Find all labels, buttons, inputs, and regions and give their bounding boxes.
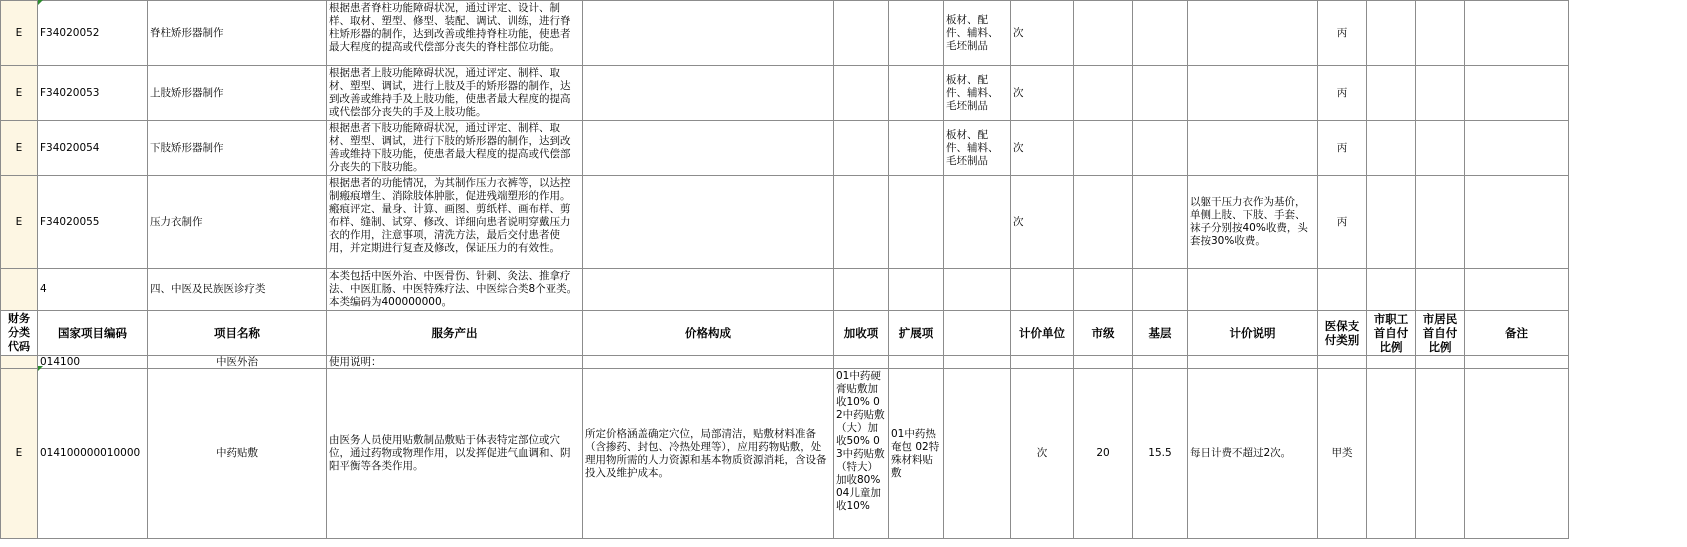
empty-cell[interactable]	[1074, 356, 1133, 369]
header-unit[interactable]: 计价单位	[1011, 311, 1074, 356]
price-cell[interactable]	[583, 121, 834, 176]
remark-cell[interactable]	[1465, 66, 1569, 121]
remark-cell[interactable]	[1465, 121, 1569, 176]
city-price-cell[interactable]	[1074, 121, 1133, 176]
service-cell[interactable]: 由医务人员使用贴敷制品敷贴于体表特定部位或穴位，通过药物或物理作用，以发挥促进气血调和、阴阳平衡等各类作用。	[327, 369, 583, 539]
service-cell[interactable]: 根据患者下肢功能障碍状况，通过评定、制样、取材、塑型、调试，进行下肢的矫形器的制作，达到改善或维持下肢功能，使患者最大程度的提高或代偿部分丧失的下肢功能。	[327, 121, 583, 176]
name-cell[interactable]: 脊柱矫形器制作	[148, 1, 327, 66]
header-category[interactable]: 财务分类代码	[1, 311, 38, 356]
empty-cell[interactable]	[889, 356, 944, 369]
subcategory-row[interactable]	[1, 356, 1569, 369]
price-cell[interactable]	[583, 66, 834, 121]
table-row[interactable]	[1, 121, 1569, 176]
employee-ratio-cell[interactable]	[1367, 1, 1416, 66]
code-cell[interactable]: F34020052	[38, 1, 148, 66]
name-cell[interactable]: 下肢矫形器制作	[148, 121, 327, 176]
header-code[interactable]: 国家项目编码	[38, 311, 148, 356]
surcharge-cell[interactable]	[834, 121, 889, 176]
empty-cell[interactable]	[1367, 269, 1416, 311]
header-base[interactable]: 基层	[1133, 311, 1188, 356]
empty-cell[interactable]	[1318, 269, 1367, 311]
pricing-note-cell[interactable]: 以躯干压力衣作为基价，单侧上肢、下肢、手套、袜子分别按40%收费，头套按30%收费。	[1188, 176, 1318, 269]
category-cell[interactable]	[1, 356, 38, 369]
employee-ratio-cell[interactable]	[1367, 369, 1416, 539]
empty-cell[interactable]	[1133, 269, 1188, 311]
base-price-cell[interactable]	[1133, 176, 1188, 269]
name-cell[interactable]: 上肢矫形器制作	[148, 66, 327, 121]
empty-cell[interactable]	[1188, 356, 1318, 369]
empty-cell[interactable]	[1416, 356, 1465, 369]
header-city[interactable]: 市级	[1074, 311, 1133, 356]
name-cell[interactable]: 压力衣制作	[148, 176, 327, 269]
unit-cell[interactable]: 次	[1011, 369, 1074, 539]
subcategory-code-cell[interactable]: 014100	[38, 356, 148, 369]
category-cell[interactable]: E	[1, 121, 38, 176]
resident-ratio-cell[interactable]	[1416, 176, 1465, 269]
service-cell[interactable]: 根据患者脊柱功能障碍状况，通过评定、设计、制样、取材、塑型、修型、装配、调试、训练，进行脊柱矫形器的制作，达到改善或维持脊柱功能，使患者最大程度的提高或代偿部分丧失的脊柱部位功能。	[327, 1, 583, 66]
empty-cell[interactable]	[1188, 269, 1318, 311]
resident-ratio-cell[interactable]	[1416, 1, 1465, 66]
code-cell[interactable]: F34020054	[38, 121, 148, 176]
category-cell[interactable]	[1, 269, 38, 311]
extension-cell[interactable]	[889, 66, 944, 121]
section-row[interactable]	[1, 269, 1569, 311]
resident-ratio-cell[interactable]	[1416, 121, 1465, 176]
empty-cell[interactable]	[1133, 356, 1188, 369]
pricing-note-cell[interactable]	[1188, 66, 1318, 121]
city-price-cell[interactable]	[1074, 1, 1133, 66]
section-name-cell[interactable]: 四、中医及民族医诊疗类	[148, 269, 327, 311]
empty-cell[interactable]	[834, 356, 889, 369]
service-cell[interactable]: 根据患者的功能情况，为其制作压力衣裤等，以达控制瘢痕增生、消除肢体肿胀，促进残端塑形的作用。瘢痕评定、量身、计算、画图、剪纸样、画布样、剪布样、缝制、试穿、修改、详细向患者说明穿戴压力衣的作用，注意事项，清洗方法，最后交付患者使用，并定期进行复查及修改，保证压力的有效性。	[327, 176, 583, 269]
empty-cell[interactable]	[1367, 356, 1416, 369]
header-extension[interactable]: 扩展项	[889, 311, 944, 356]
section-code-cell[interactable]: 4	[38, 269, 148, 311]
extension-cell[interactable]	[889, 1, 944, 66]
unit-cell[interactable]: 次	[1011, 66, 1074, 121]
empty-cell[interactable]	[583, 269, 834, 311]
header-remark[interactable]: 备注	[1465, 311, 1569, 356]
city-price-cell[interactable]	[1074, 66, 1133, 121]
cell-comment-marker	[38, 366, 43, 371]
header-service[interactable]: 服务产出	[327, 311, 583, 356]
remark-cell[interactable]	[1465, 369, 1569, 539]
insurance-cell[interactable]: 丙	[1318, 176, 1367, 269]
header-name[interactable]: 项目名称	[148, 311, 327, 356]
employee-ratio-cell[interactable]	[1367, 66, 1416, 121]
empty-cell[interactable]	[1011, 269, 1074, 311]
insurance-cell[interactable]: 丙	[1318, 1, 1367, 66]
empty-cell[interactable]	[1318, 356, 1367, 369]
header-blank[interactable]	[944, 311, 1011, 356]
empty-cell[interactable]	[1416, 269, 1465, 311]
price-cell[interactable]: 所定价格涵盖确定穴位，局部清洁，贴敷材料准备（含掺药、封包、冷热处理等），应用药物贴敷，处理用物所需的人力资源和基本物质资源消耗，含设备投入及维护成本。	[583, 369, 834, 539]
service-cell[interactable]: 根据患者上肢功能障碍状况，通过评定、制样、取材、塑型、调试，进行上肢及手的矫形器的制作，达到改善或维持手及上肢功能，使患者最大程度的提高或代偿部分丧失的手及上肢功能。	[327, 66, 583, 121]
header-pricing-note[interactable]: 计价说明	[1188, 311, 1318, 356]
header-row	[1, 311, 1569, 356]
extension-cell[interactable]	[889, 176, 944, 269]
base-price-cell[interactable]	[1133, 66, 1188, 121]
category-cell[interactable]: E	[1, 369, 38, 539]
header-employee-ratio[interactable]: 市职工首自付比例	[1367, 311, 1416, 356]
insurance-cell[interactable]: 甲类	[1318, 369, 1367, 539]
header-surcharge[interactable]: 加收项	[834, 311, 889, 356]
empty-cell[interactable]	[889, 269, 944, 311]
name-cell[interactable]: 中药贴敷	[148, 369, 327, 539]
category-cell[interactable]: E	[1, 176, 38, 269]
surcharge-cell[interactable]	[834, 66, 889, 121]
code-cell[interactable]: F34020055	[38, 176, 148, 269]
pricing-note-cell[interactable]	[1188, 1, 1318, 66]
category-cell[interactable]: E	[1, 1, 38, 66]
material-cell[interactable]: 板材、配件、辅料、毛坯制品	[944, 121, 1011, 176]
pricing-note-cell[interactable]	[1188, 121, 1318, 176]
remark-cell[interactable]	[1465, 176, 1569, 269]
code-cell[interactable]: 014100000010000	[38, 369, 148, 539]
city-price-cell[interactable]: 20	[1074, 369, 1133, 539]
section-desc-cell[interactable]: 本类包括中医外治、中医骨伤、针刺、灸法、推拿疗法、中医肛肠、中医特殊疗法、中医综合类8个亚类。本类编码为400000000。	[327, 269, 583, 311]
material-cell[interactable]: 板材、配件、辅料、毛坯制品	[944, 66, 1011, 121]
table-row[interactable]	[1, 1, 1569, 66]
empty-cell[interactable]	[944, 356, 1011, 369]
subcategory-name-cell[interactable]: 中医外治	[148, 356, 327, 369]
price-cell[interactable]	[583, 176, 834, 269]
header-insurance[interactable]: 医保支付类别	[1318, 311, 1367, 356]
surcharge-cell[interactable]	[834, 1, 889, 66]
extension-cell[interactable]	[889, 121, 944, 176]
surcharge-cell[interactable]: 01中药硬膏贴敷加收10% 02中药贴敷（大）加收50% 03中药贴敷（特大）加收80% 04儿童加收10%	[834, 369, 889, 539]
header-resident-ratio[interactable]: 市居民首自付比例	[1416, 311, 1465, 356]
unit-cell[interactable]: 次	[1011, 176, 1074, 269]
code-cell[interactable]: F34020053	[38, 66, 148, 121]
base-price-cell[interactable]	[1133, 1, 1188, 66]
insurance-cell[interactable]: 丙	[1318, 66, 1367, 121]
base-price-cell[interactable]: 15.5	[1133, 369, 1188, 539]
insurance-cell[interactable]: 丙	[1318, 121, 1367, 176]
unit-cell[interactable]: 次	[1011, 121, 1074, 176]
material-cell[interactable]	[944, 369, 1011, 539]
base-price-cell[interactable]	[1133, 121, 1188, 176]
empty-cell[interactable]	[1465, 269, 1569, 311]
resident-ratio-cell[interactable]	[1416, 369, 1465, 539]
empty-cell[interactable]	[944, 269, 1011, 311]
extension-cell[interactable]: 01中药热奄包 02特殊材料贴敷	[889, 369, 944, 539]
table-row[interactable]	[1, 66, 1569, 121]
material-cell[interactable]: 板材、配件、辅料、毛坯制品	[944, 1, 1011, 66]
subcategory-desc-cell[interactable]: 使用说明：	[327, 356, 583, 369]
pricing-note-cell[interactable]: 每日计费不超过2次。	[1188, 369, 1318, 539]
cell-comment-marker	[38, 0, 43, 5]
empty-cell[interactable]	[583, 356, 834, 369]
resident-ratio-cell[interactable]	[1416, 66, 1465, 121]
table-row[interactable]	[1, 176, 1569, 269]
empty-cell[interactable]	[1074, 269, 1133, 311]
empty-cell[interactable]	[834, 269, 889, 311]
employee-ratio-cell[interactable]	[1367, 121, 1416, 176]
city-price-cell[interactable]	[1074, 176, 1133, 269]
category-cell[interactable]: E	[1, 66, 38, 121]
employee-ratio-cell[interactable]	[1367, 176, 1416, 269]
table-row[interactable]	[1, 369, 1569, 539]
remark-cell[interactable]	[1465, 1, 1569, 66]
price-cell[interactable]	[583, 1, 834, 66]
empty-cell[interactable]	[1465, 356, 1569, 369]
surcharge-cell[interactable]	[834, 176, 889, 269]
unit-cell[interactable]: 次	[1011, 1, 1074, 66]
material-cell[interactable]	[944, 176, 1011, 269]
header-price-structure[interactable]: 价格构成	[583, 311, 834, 356]
empty-cell[interactable]	[1011, 356, 1074, 369]
